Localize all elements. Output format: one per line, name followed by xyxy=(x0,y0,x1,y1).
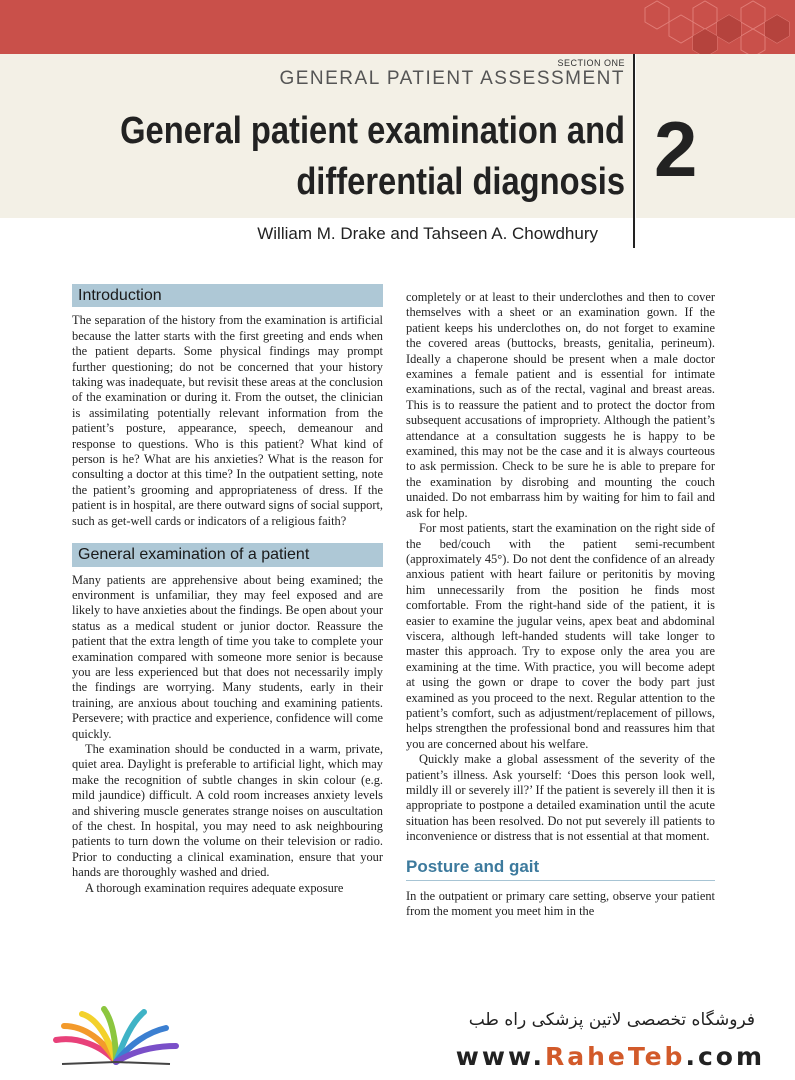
hexagon-pattern-decoration xyxy=(625,0,795,54)
authors: William M. Drake and Tahseen A. Chowdhury xyxy=(257,224,598,243)
section-label: SECTION ONE xyxy=(557,58,625,68)
chapter-number: 2 xyxy=(654,105,698,193)
general-paragraph-1: Many patients are apprehensive about being examined; the environment is unfamiliar, they may feel exposed and are likely to have anxieties about the findings. Be open about your status as a medical student or junior doctor. Reassure the patient that the extra length of time you take to complete your examination compared with someone more senior is because you are less experienced but that does not necessarily imply the findings are worrying. Many students, early in their training, are anxious about touching and examining patients. Persevere; with practice and experience, confidence will come quickly. xyxy=(72,572,383,741)
general-paragraph-3: A thorough examination requires adequate exposure xyxy=(85,880,344,895)
posture-paragraph: In the outpatient or primary care setting, observe your patient from the moment you meet him in the xyxy=(406,889,715,919)
book-logo-icon xyxy=(52,1006,180,1073)
chapter-title-line-2: differential diagnosis xyxy=(296,161,625,203)
general-paragraph-2: The examination should be conducted in a warm, private, quiet area. Daylight is preferable to artificial light, which may make the recognition of subtle changes in skin colour (e.g. mild jaundice) difficult. A cold room increases anxiety levels and shivering muscle generates strange noises on auscultation of the chest. In hospital, you may need to ask neighbouring patients to turn down the volume on their television or radio. Prior to conducting a clinical examination, ensure that your hands are thoroughly washed and dried. xyxy=(72,741,383,880)
right-paragraph-2: For most patients, start the examination on the right side of the bed/couch with the patient semi-recumbent (approximately 45°). Do not dent the confidence of an already anxious patient with heart failure or peritonitis by moving him unnecessarily from the position he finds most comfortable. From the right-hand side of the patient, it is easier to examine the jugular veins, apex beat and abdominal viscera, although left-handed students will take longer to master this approach. Try to expose only the area you are examining at the time. With practice, you will become adept at using the gown or drape to cover the body part just examined as you proceed to the next. Regular attention to the patient’s comfort, such as adjustment/replacement of pillows, helps strengthen the professional bond and reassures him that you are concerned about his welfare. xyxy=(406,521,715,751)
chapter-title-line-1: General patient examination and xyxy=(120,110,626,152)
top-banner xyxy=(0,0,795,54)
right-column xyxy=(406,290,715,920)
subheading-posture-and-gait: Posture and gait xyxy=(406,859,715,881)
intro-paragraph: The separation of the history from the examination is artificial because the latter starts with the first greeting and ends when the patient departs. Some physical findings may prompt further questioning; do not be concerned that your history taking was inadequate, but revisit these areas at the conclusion of the examination or during it. From the outset, the clinician is assimilating potentially relevant information from the patient’s posture, appearance, speech, demeanour and response to questions. Who is this patient? What kind of person is he? What are his anxieties? What is the reason for consulting a doctor at this time? In the outpatient setting, note the patient’s grooming and appropriateness of dress. If the patient is in hospital, are there outward signs of social support, such as get-well cards or indicators of a religious faith? xyxy=(72,313,383,528)
section-title: GENERAL PATIENT ASSESSMENT xyxy=(279,68,625,89)
left-column xyxy=(72,284,383,896)
section-heading-introduction: Introduction xyxy=(72,284,383,307)
right-paragraph-1: completely or at least to their underclothes and then to cover themselves with a sheet or an examination gown. If the patient keeps his underclothes on, do not forget to examine the covered areas (buttocks, breasts, genitalia, perineum). Ideally a chaperone should be present when a male doctor examines a female patient and is essential for intimate examinations, such as of the rectal, vaginal and breast areas. This is to reassure the patient and to protect the doctor from subsequent accusations of impropriety. Although the patient’s attendance at a consultation suggests he is happy to be examined, this may not be the case and it is always courteous to ask permission. Check to be sure he is able to prepare for the examination by disrobing and mounting the couch unaided. Do not embarrass him by waiting for him to fail and ask for help. xyxy=(406,290,715,520)
section-heading-general-examination: General examination of a patient xyxy=(72,543,383,566)
right-paragraph-3: Quickly make a global assessment of the severity of the patient’s illness. Ask yourself: ‘Does this person look well, mildly ill or severely ill?’ If the patient is severely ill then it is appropriate to postpone a detailed examination until the acute situation has been resolved. Do not put severely ill patients to inconvenience or distress that is not essential at that moment. xyxy=(406,752,715,844)
chapter-title xyxy=(109,106,625,208)
title-divider xyxy=(633,54,635,248)
store-name: فروشگاه تخصصی لاتین پزشکی راه طب xyxy=(468,1010,755,1030)
store-url[interactable]: www.RaheTeb.com xyxy=(455,1042,765,1071)
store-url-brand: RaheTeb xyxy=(544,1042,686,1071)
